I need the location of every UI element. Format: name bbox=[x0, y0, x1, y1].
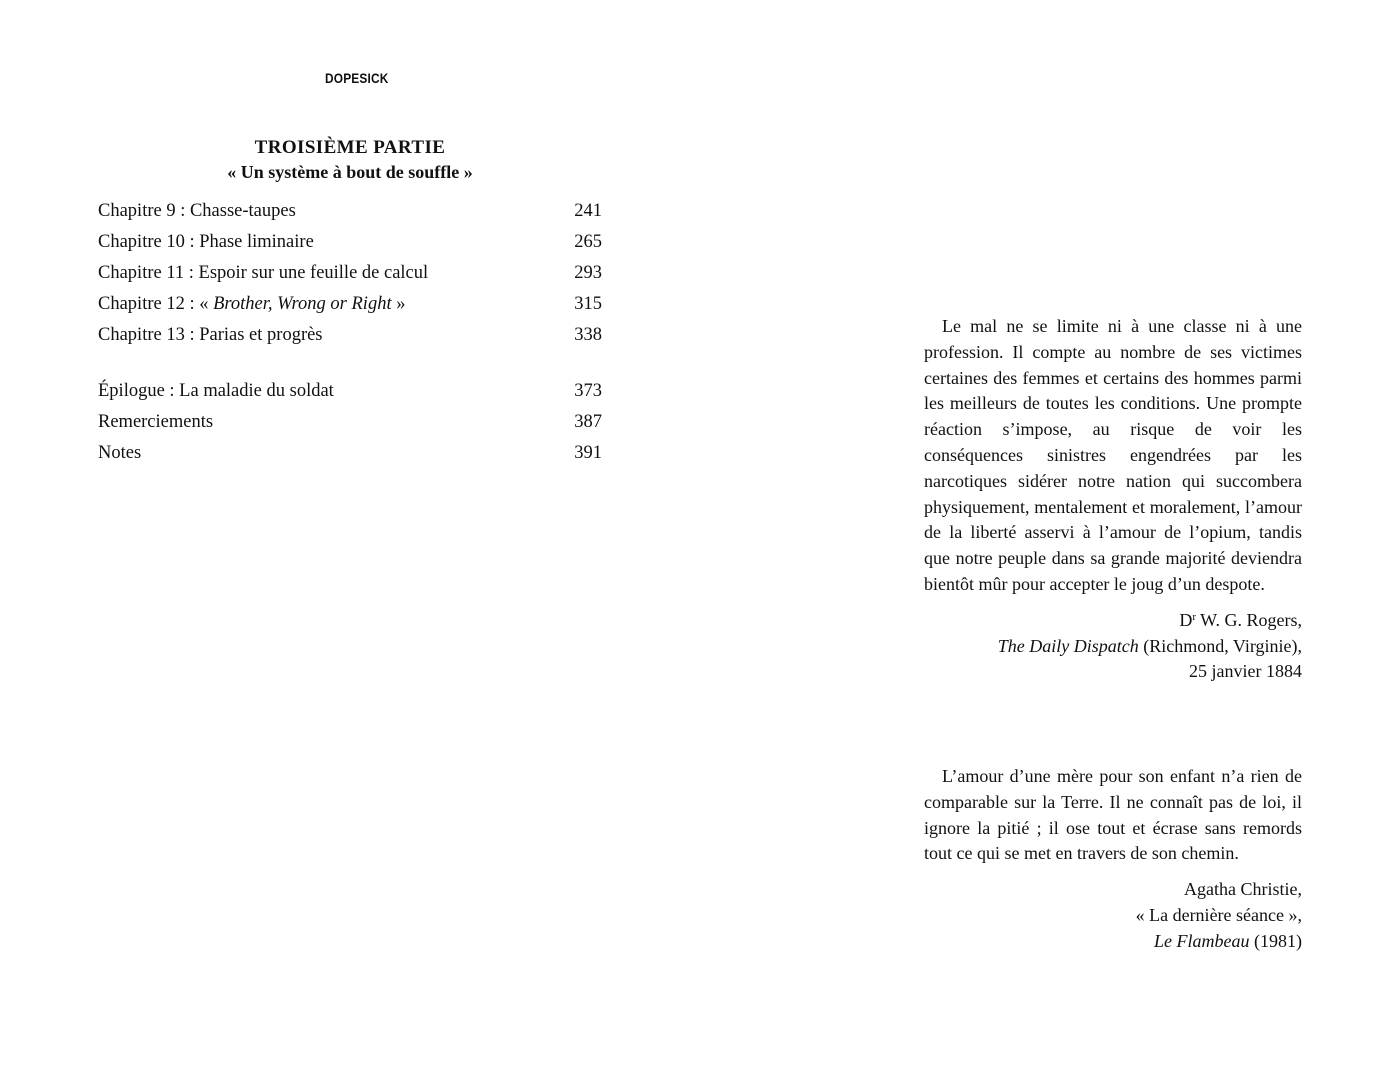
toc-entry-page: 391 bbox=[574, 443, 602, 463]
toc-entry-label-suffix: » bbox=[391, 294, 406, 314]
toc-entry-page: 293 bbox=[574, 263, 602, 283]
author-superscript: r bbox=[1192, 610, 1196, 623]
epigraph-rogers bbox=[924, 314, 1302, 685]
toc-entry-label: Chapitre 11 : Espoir sur une feuille de calcul bbox=[98, 263, 429, 283]
toc-back-matter-list bbox=[98, 376, 602, 469]
toc-entry-page: 338 bbox=[574, 325, 602, 345]
toc-entry-page: 373 bbox=[574, 381, 602, 401]
toc-entry-label: Chapitre 9 : Chasse-taupes bbox=[98, 201, 296, 221]
toc-entry-label-italic: Brother, Wrong or Right bbox=[213, 294, 392, 314]
part-subtitle: « Un système à bout de souffle » bbox=[227, 162, 473, 182]
epigraph-text: Le mal ne se limite ni à une classe ni à une profession. Il compte au nombre de ses victimes certaines des femmes et certains des hommes parmi les meilleurs de toutes les conditions. Une prompte réaction s’impose, au risque de voir les conséquences sinistres engendrées par les narcotiques sidérer notre nation qui succombera physiquement, mentalement et moralement, l’amour de la liberté asservi à l’amour de l’opium, tandis que notre peuple dans sa grande majorité deviendra bientôt mûr pour accepter le joug d’un despote. bbox=[924, 316, 1302, 594]
toc-entry-page: 241 bbox=[574, 201, 602, 221]
toc-entry-label bbox=[98, 289, 405, 320]
toc-entry-chapter-13 bbox=[98, 320, 602, 351]
toc-chapter-list bbox=[98, 196, 602, 351]
epigraph-source bbox=[924, 634, 1302, 660]
toc-entry-notes bbox=[98, 438, 602, 469]
author-prefix: D bbox=[1179, 609, 1193, 630]
epigraph-attribution bbox=[924, 877, 1302, 954]
toc-entry-chapter-11 bbox=[98, 258, 602, 289]
epigraph-attribution bbox=[924, 608, 1302, 685]
toc-entry-page: 265 bbox=[574, 232, 602, 252]
epigraph-work: « La dernière séance », bbox=[1135, 904, 1302, 925]
toc-entry-label: Chapitre 10 : Phase liminaire bbox=[98, 232, 314, 252]
toc-entry-label: Remerciements bbox=[98, 412, 214, 432]
toc-entry-label-prefix: Chapitre 12 : « bbox=[98, 294, 214, 314]
toc-entry-label: Notes bbox=[98, 443, 142, 463]
epigraph-christie bbox=[924, 764, 1302, 955]
toc-entry-chapter-10 bbox=[98, 227, 602, 258]
toc-entry-page: 387 bbox=[574, 412, 602, 432]
part-title: TROISIÈME PARTIE bbox=[254, 137, 446, 158]
running-header: DOPESICK bbox=[325, 70, 389, 86]
source-year: (1981) bbox=[1249, 930, 1302, 951]
toc-entry-chapter-9 bbox=[98, 196, 602, 227]
epigraph-date: 25 janvier 1884 bbox=[1189, 661, 1302, 682]
epigraph-author bbox=[924, 608, 1302, 634]
toc-entry-label: Chapitre 13 : Parias et progrès bbox=[98, 325, 323, 345]
toc-entry-label: Épilogue : La maladie du soldat bbox=[98, 381, 334, 401]
toc-entry-epilogue bbox=[98, 376, 602, 407]
toc-entry-acknowledgements bbox=[98, 407, 602, 438]
epigraph-source bbox=[924, 929, 1302, 955]
toc-entry-chapter-12 bbox=[98, 289, 602, 320]
source-title: The Daily Dispatch bbox=[997, 635, 1139, 656]
source-place: (Richmond, Virginie), bbox=[1138, 635, 1302, 656]
toc-entry-page: 315 bbox=[574, 294, 602, 314]
author-name: W. G. Rogers, bbox=[1195, 609, 1302, 630]
epigraph-text: L’amour d’une mère pour son enfant n’a rien de comparable sur la Terre. Il ne connaît pas de loi, il ignore la pitié ; il ose tout et écrase sans remords tout ce qui se met en travers de son chemin. bbox=[924, 766, 1302, 864]
epigraph-author: Agatha Christie, bbox=[1184, 879, 1302, 900]
source-title: Le Flambeau bbox=[1154, 930, 1250, 951]
